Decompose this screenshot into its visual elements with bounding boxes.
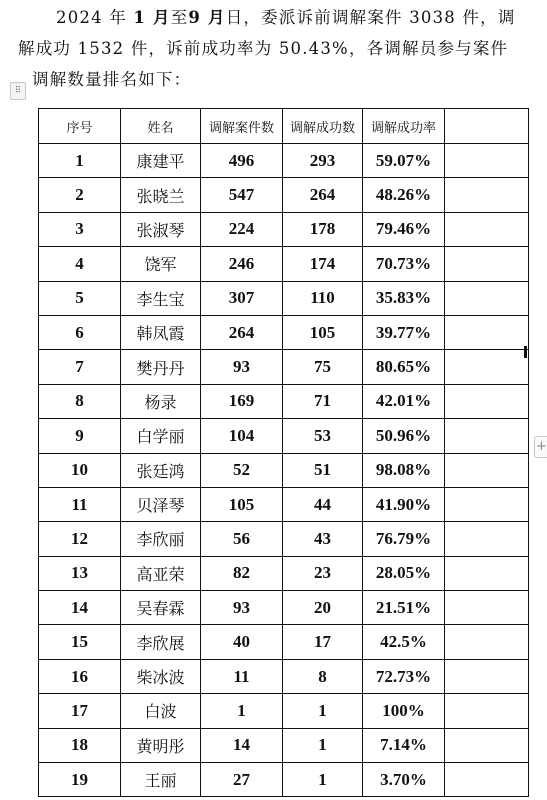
- row-index-cell: 13: [39, 556, 121, 590]
- mediator-name-cell: 饶军: [121, 247, 201, 281]
- empty-cell: [445, 522, 529, 556]
- case-count-cell: 52: [201, 453, 283, 487]
- intro-to-word: 至: [170, 8, 189, 27]
- case-count-cell: 27: [201, 763, 283, 797]
- header-success-rate: 调解成功率: [363, 109, 445, 144]
- success-count-cell: 71: [283, 384, 363, 418]
- mediator-name-cell: 吴春霖: [121, 591, 201, 625]
- table-row: [39, 281, 529, 315]
- intro-line-1: [18, 2, 528, 33]
- case-count-cell: 11: [201, 659, 283, 693]
- mediator-name-cell: 杨录: [121, 384, 201, 418]
- mediator-name-cell: 白学丽: [121, 419, 201, 453]
- header-name: 姓名: [121, 109, 201, 144]
- row-index-cell: 3: [39, 212, 121, 246]
- case-count-cell: 307: [201, 281, 283, 315]
- success-rate-cell: 7.14%: [363, 728, 445, 762]
- row-index-cell: 19: [39, 763, 121, 797]
- empty-cell: [445, 556, 529, 590]
- empty-cell: [445, 694, 529, 728]
- mediator-name-cell: 柴冰波: [121, 659, 201, 693]
- success-count-cell: 110: [283, 281, 363, 315]
- row-index-cell: 16: [39, 659, 121, 693]
- row-index-cell: 1: [39, 144, 121, 178]
- row-index-cell: 10: [39, 453, 121, 487]
- success-count-cell: 75: [283, 350, 363, 384]
- row-index-cell: 7: [39, 350, 121, 384]
- case-count-cell: 105: [201, 487, 283, 521]
- empty-cell: [445, 659, 529, 693]
- table-row: [39, 659, 529, 693]
- success-count-cell: 43: [283, 522, 363, 556]
- row-index-cell: 11: [39, 487, 121, 521]
- mediator-name-cell: 张廷鸿: [121, 453, 201, 487]
- success-count-cell: 23: [283, 556, 363, 590]
- empty-cell: [445, 763, 529, 797]
- success-rate-cell: 21.51%: [363, 591, 445, 625]
- intro-line-3: 调解数量排名如下：: [32, 70, 192, 89]
- table-move-handle-icon[interactable]: ⠿: [10, 82, 26, 100]
- intro-paragraph: [18, 2, 528, 95]
- table-row: [39, 763, 529, 797]
- success-count-cell: 264: [283, 178, 363, 212]
- mediator-name-cell: 李欣丽: [121, 522, 201, 556]
- case-count-cell: 40: [201, 625, 283, 659]
- header-case-count: 调解案件数: [201, 109, 283, 144]
- success-count-cell: 53: [283, 419, 363, 453]
- empty-cell: [445, 728, 529, 762]
- table-row: [39, 522, 529, 556]
- table-body: [39, 144, 529, 797]
- case-count-cell: 246: [201, 247, 283, 281]
- mediator-name-cell: 张晓兰: [121, 178, 201, 212]
- empty-cell: [445, 281, 529, 315]
- empty-cell: [445, 315, 529, 349]
- success-rate-cell: 35.83%: [363, 281, 445, 315]
- mediator-name-cell: 黄明彤: [121, 728, 201, 762]
- success-count-cell: 51: [283, 453, 363, 487]
- table-row: [39, 315, 529, 349]
- success-count-cell: 17: [283, 625, 363, 659]
- row-index-cell: 4: [39, 247, 121, 281]
- empty-cell: [445, 625, 529, 659]
- table-row: [39, 419, 529, 453]
- row-index-cell: 9: [39, 419, 121, 453]
- success-rate-cell: 42.5%: [363, 625, 445, 659]
- mediator-name-cell: 李生宝: [121, 281, 201, 315]
- success-rate-cell: 76.79%: [363, 522, 445, 556]
- empty-cell: [445, 247, 529, 281]
- empty-cell: [445, 419, 529, 453]
- success-count-cell: 8: [283, 659, 363, 693]
- row-index-cell: 18: [39, 728, 121, 762]
- table-row: [39, 694, 529, 728]
- case-count-cell: 264: [201, 315, 283, 349]
- success-count-cell: 1: [283, 694, 363, 728]
- row-index-cell: 15: [39, 625, 121, 659]
- header-success-count: 调解成功数: [283, 109, 363, 144]
- mediator-name-cell: 高亚荣: [121, 556, 201, 590]
- table-row: [39, 591, 529, 625]
- case-count-cell: 547: [201, 178, 283, 212]
- case-count-cell: 82: [201, 556, 283, 590]
- intro-line-2: 解成功 1532 件，诉前成功率为 50.43%，各调解员参与案件: [18, 39, 509, 58]
- intro-year: 2024 年: [56, 8, 134, 27]
- success-rate-cell: 98.08%: [363, 453, 445, 487]
- success-rate-cell: 80.65%: [363, 350, 445, 384]
- success-rate-cell: 3.70%: [363, 763, 445, 797]
- success-rate-cell: 39.77%: [363, 315, 445, 349]
- header-index: 序号: [39, 109, 121, 144]
- case-count-cell: 496: [201, 144, 283, 178]
- row-index-cell: 12: [39, 522, 121, 556]
- case-count-cell: 93: [201, 591, 283, 625]
- success-rate-cell: 70.73%: [363, 247, 445, 281]
- intro-from-month: 1 月: [133, 8, 171, 27]
- add-row-plus-icon[interactable]: +: [534, 436, 547, 458]
- mediation-ranking-table: [38, 108, 529, 797]
- mediator-name-cell: 樊丹丹: [121, 350, 201, 384]
- row-index-cell: 6: [39, 315, 121, 349]
- empty-cell: [445, 212, 529, 246]
- table-row: [39, 144, 529, 178]
- table-row: [39, 625, 529, 659]
- empty-cell: [445, 144, 529, 178]
- success-rate-cell: 28.05%: [363, 556, 445, 590]
- case-count-cell: 93: [201, 350, 283, 384]
- success-rate-cell: 41.90%: [363, 487, 445, 521]
- intro-line-1-rest: 日，委派诉前调解案件 3038 件，调: [225, 8, 516, 27]
- success-rate-cell: 72.73%: [363, 659, 445, 693]
- table-row: [39, 350, 529, 384]
- success-count-cell: 105: [283, 315, 363, 349]
- success-count-cell: 44: [283, 487, 363, 521]
- success-count-cell: 1: [283, 728, 363, 762]
- success-count-cell: 174: [283, 247, 363, 281]
- success-count-cell: 293: [283, 144, 363, 178]
- row-index-cell: 8: [39, 384, 121, 418]
- table-row: [39, 487, 529, 521]
- case-count-cell: 224: [201, 212, 283, 246]
- empty-cell: [445, 487, 529, 521]
- intro-to-month: 9 月: [188, 8, 226, 27]
- table-row: [39, 384, 529, 418]
- mediator-name-cell: 张淑琴: [121, 212, 201, 246]
- table-row: [39, 178, 529, 212]
- empty-cell: [445, 453, 529, 487]
- case-count-cell: 169: [201, 384, 283, 418]
- table-row: [39, 728, 529, 762]
- mediator-name-cell: 韩凤霞: [121, 315, 201, 349]
- empty-cell: [445, 350, 529, 384]
- mediator-name-cell: 康建平: [121, 144, 201, 178]
- empty-cell: [445, 591, 529, 625]
- success-count-cell: 20: [283, 591, 363, 625]
- success-count-cell: 1: [283, 763, 363, 797]
- case-count-cell: 104: [201, 419, 283, 453]
- table-row: [39, 212, 529, 246]
- row-index-cell: 17: [39, 694, 121, 728]
- table-row: [39, 556, 529, 590]
- table-row: [39, 247, 529, 281]
- success-rate-cell: 42.01%: [363, 384, 445, 418]
- header-empty: [445, 109, 529, 144]
- success-rate-cell: 50.96%: [363, 419, 445, 453]
- success-rate-cell: 79.46%: [363, 212, 445, 246]
- row-index-cell: 14: [39, 591, 121, 625]
- case-count-cell: 1: [201, 694, 283, 728]
- table-header-row: [39, 109, 529, 144]
- mediator-name-cell: 贝泽琴: [121, 487, 201, 521]
- mediator-name-cell: 李欣展: [121, 625, 201, 659]
- success-count-cell: 178: [283, 212, 363, 246]
- row-index-cell: 2: [39, 178, 121, 212]
- case-count-cell: 14: [201, 728, 283, 762]
- success-rate-cell: 100%: [363, 694, 445, 728]
- success-rate-cell: 59.07%: [363, 144, 445, 178]
- mediator-name-cell: 白波: [121, 694, 201, 728]
- row-index-cell: 5: [39, 281, 121, 315]
- case-count-cell: 56: [201, 522, 283, 556]
- success-rate-cell: 48.26%: [363, 178, 445, 212]
- mediator-name-cell: 王丽: [121, 763, 201, 797]
- table-row: [39, 453, 529, 487]
- empty-cell: [445, 384, 529, 418]
- empty-cell: [445, 178, 529, 212]
- text-cursor-mark: [524, 346, 527, 358]
